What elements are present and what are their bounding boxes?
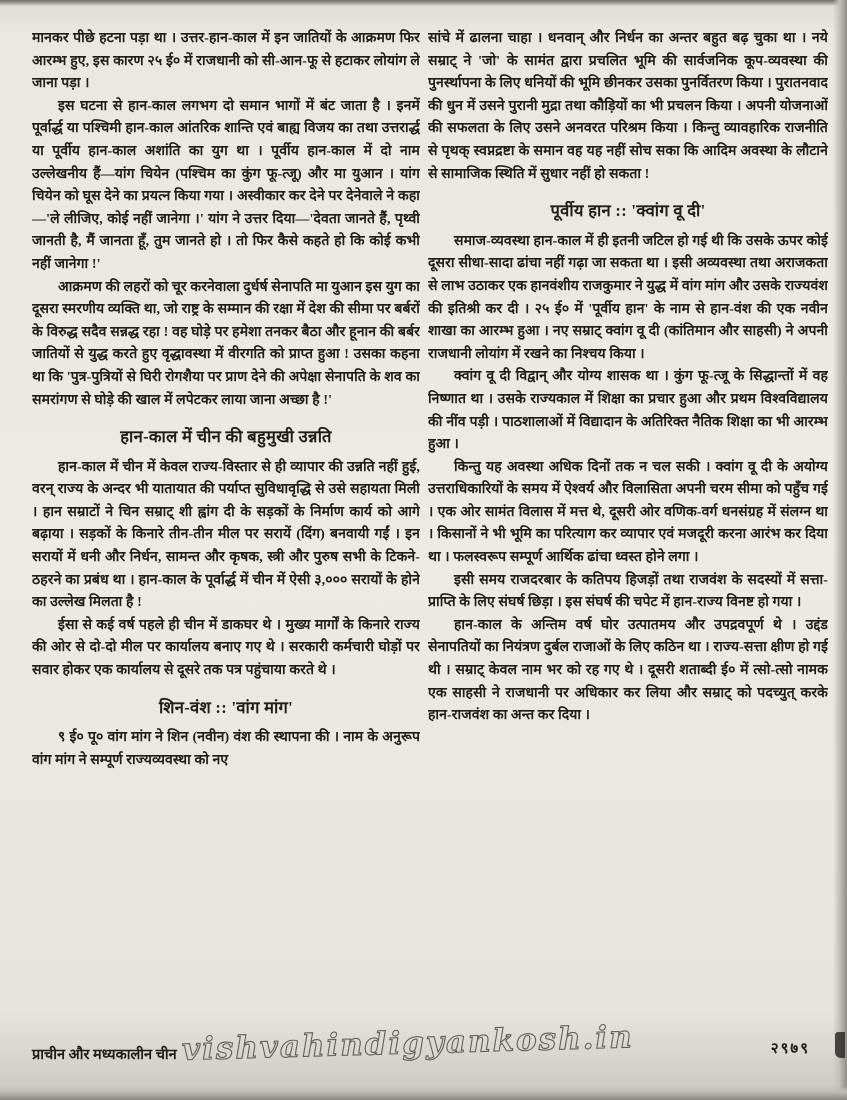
- paragraph: सांचे में ढालना चाहा । धनवान् और निर्धन का अन्तर बहुत बढ़ चुका था । नये सम्राट् ने 'जो' के सामंत द्वारा प्रचलित भूमि की सार्वजनिक कूप-व्यवस्था की पुनर्स्थापना के लिए धनियों की भूमि छीनकर उसका पुनर्वितरण किया । पुरातनवाद की धुन में उसने पुरानी मुद्रा तथा कौड़ियों का भी प्रचलन किया । अपनी योजनाओं की सफलता के लिए उसने अनवरत परिश्रम किया । किन्तु व्यावहारिक राजनीति से पृथक् स्वप्नद्रष्टा के समान वह यह नहीं सोच सका कि आदिम अवस्था के लौटाने से सामाजिक स्थिति में सुधार नहीं हो सकता !: [428, 31, 828, 182]
- scan-ink-mark: [835, 1032, 845, 1058]
- paragraph: आक्रमण की लहरों को चूर करनेवाला दुर्धर्ष सेनापति मा युआन इस युग का दूसरा स्मरणीय व्यक्ति था, जो राष्ट्र के सम्मान की रक्षा में देश की सीमा पर बर्बरों के विरुद्ध सदैव सन्नद्ध रहा ! वह घोड़े पर हमेशा तनकर बैठा और हूनान की बर्बर जातियों से युद्ध करते हुए वृद्धावस्था में वीरगति को प्राप्त हुआ ! उसका कहना था कि 'पुत्र-पुत्रियों से घिरी रोगशैया पर प्राण देने की अपेक्षा सेनापति के शव का समरांगण से घोड़े की खाल में लपेटकर लाया जाना अच्छा है !': [32, 279, 420, 408]
- paragraph: इसी समय राजदरबार के कतिपय हिजड़ों तथा राजवंश के सदस्यों में सत्ता-प्राप्ति के लिए संघर्ष छिड़ा । इस संघर्ष की चपेट में हान-राज्य विनष्ट हो गया ।: [428, 572, 828, 611]
- footer: [32, 1019, 828, 1072]
- section-heading: शिन-वंश :: 'वांग मांग': [158, 697, 294, 717]
- paragraph: इस घटना से हान-काल लगभग दो समान भागों में बंट जाता है । इनमें पूर्वार्द्ध या पश्चिमी हान-काल आंतरिक शान्ति एवं बाह्य विजय का तथा उत्तरार्द्ध या पूर्वीय हान-काल अशांति का युग था । पूर्वीय हान-काल में दो नाम उल्लेखनीय हैं—यांग चियेन (पश्चिम का कुंग फू-त्जू) और मा युआन । यांग चियेन को घूस देने का प्रयत्न किया गया । अस्वीकार कर देने पर देनेवाले ने कहा—'ले लीजिए, कोई नहीं जानेगा ।' यांग ने उत्तर दिया—'देवता जानते हैं, पृथ्वी जानती है, मैं जानता हूँ, तुम जानते हो । तो फिर कैसे कहते हो कि कोई कभी नहीं जानेगा !': [32, 98, 420, 272]
- paragraph: हान-काल के अन्तिम वर्ष घोर उत्पातमय और उपद्रवपूर्ण थे । उद्दंड सेनापतियों का नियंत्रण दुर्बल राजाओं के लिए कठिन था । राज्य-सत्ता क्षीण हो गई थी । सम्राट् केवल नाम भर को रह गए थे । दूसरी शताब्दी ई० में त्सो-त्सो नामक एक साहसी ने राजधानी पर अधिकार कर लिया और सम्राट् को पदच्युत् करके हान-राजवंश का अन्त कर दिया ।: [428, 617, 828, 724]
- scan-edge-right: [833, 0, 847, 1100]
- paragraph: क्वांग वू दी विद्वान् और योग्य शासक था । कुंग फू-त्जू के सिद्धान्तों में वह निष्णात था । उसके राज्यकाल में शिक्षा का प्रचार हुआ और प्रथम विश्वविद्यालय की नींव पड़ी । पाठशालाओं में विद्यादान के अतिरिक्त नैतिक शिक्षा का भी आरम्भ हुआ ।: [428, 369, 828, 453]
- scan-edge-top: [0, 0, 847, 6]
- paragraph: समाज-व्यवस्था हान-काल में ही इतनी जटिल हो गई थी कि उसके ऊपर कोई दूसरा सीधा-सादा ढांचा नहीं गढ़ा जा सकता था । इसी अव्यवस्था तथा अराजकता से लाभ उठाकर एक हानवंशीय राजकुमार ने युद्ध में वांग मांग और उसके राज्यवंश की इतिश्री कर दी । २५ ई० में 'पूर्वीय हान' के नाम से हान-वंश की एक नवीन शाखा का आरम्भ हुआ । नए सम्राट् क्वांग वू दी (कांतिमान और साहसी) ने अपनी राजधानी लोयांग में रखने का निश्चय किया ।: [428, 233, 828, 362]
- paragraph: किन्तु यह अवस्था अधिक दिनों तक न चल सकी । क्वांग वू दी के अयोग्य उत्तराधिकारियों के समय में ऐश्वर्य और विलासिता अपनी चरम सीमा को पहुँच गई । एक ओर सामंत विलास में मत्त थे, दूसरी ओर वणिक-वर्ग धनसंग्रह में संलग्न था । किसानों ने भी भूमि का परित्याग कर व्यापार एवं मजदूरी करना आरंभ कर दिया था । फलस्वरूप सम्पूर्ण आर्थिक ढांचा ध्वस्त होने लगा ।: [428, 459, 828, 566]
- right-column: [428, 28, 828, 1020]
- page-number: २९७९: [770, 1041, 810, 1057]
- footer-book-title: प्राचीन और मध्यकालीन चीन: [32, 1047, 177, 1063]
- watermark: vishvahindigyankosh.in: [181, 1019, 635, 1068]
- paragraph: ९ ई० पू० वांग मांग ने शिन (नवीन) वंश की स्थापना की । नाम के अनुरूप वांग मांग ने सम्पूर्ण राज्यव्यवस्था को नए: [32, 730, 420, 768]
- section-heading: हान-काल में चीन की बहुमुखी उन्नति: [120, 427, 332, 447]
- paragraph: हान-काल में चीन में केवल राज्य-विस्तार से ही व्यापार की उन्नति नहीं हुई, वरन् राज्य के अन्दर भी यातायात की पर्याप्त सुविधावृद्धि से उसे सहायता मिली । हान सम्राटों ने चिन सम्राट् शी ह्वांग दी के सड़कों के निर्माण कार्य को आगे बढ़ाया । सड़कों के किनारे तीन-तीन मील पर सरायें (दिंग) बनवायी गईं । इन सरायों में धनी और निर्धन, सामन्त और कृषक, स्त्री और पुरुष सभी के टिकने-ठहरने का प्रबंध था । हान-काल के पूर्वार्द्ध में चीन में ऐसी ३,००० सरायों के होने का उल्लेख मिलता है !: [32, 459, 420, 611]
- section-heading: पूर्वीय हान :: 'क्वांग वू दी': [550, 201, 706, 221]
- paragraph: मानकर पीछे हटना पड़ा था । उत्तर-हान-काल में इन जातियों के आक्रमण फिर आरम्भ हुए, इस कारण २५ ई० में राजधानी को सी-आन-फू से हटाकर लोयांग ले जाना पड़ा ।: [32, 31, 420, 92]
- paragraph: ईसा से कई वर्ष पहले ही चीन में डाकघर थे । मुख्य मार्गों के किनारे राज्य की ओर से दो-दो मील पर कार्यालय बनाए गए थे । सरकारी कर्मचारी घोड़ों पर सवार होकर एक कार्यालय से दूसरे तक पत्र पहुंचाया करते थे ।: [32, 617, 420, 679]
- scan-edge-bottom: [0, 1086, 847, 1100]
- left-column: [32, 28, 420, 1020]
